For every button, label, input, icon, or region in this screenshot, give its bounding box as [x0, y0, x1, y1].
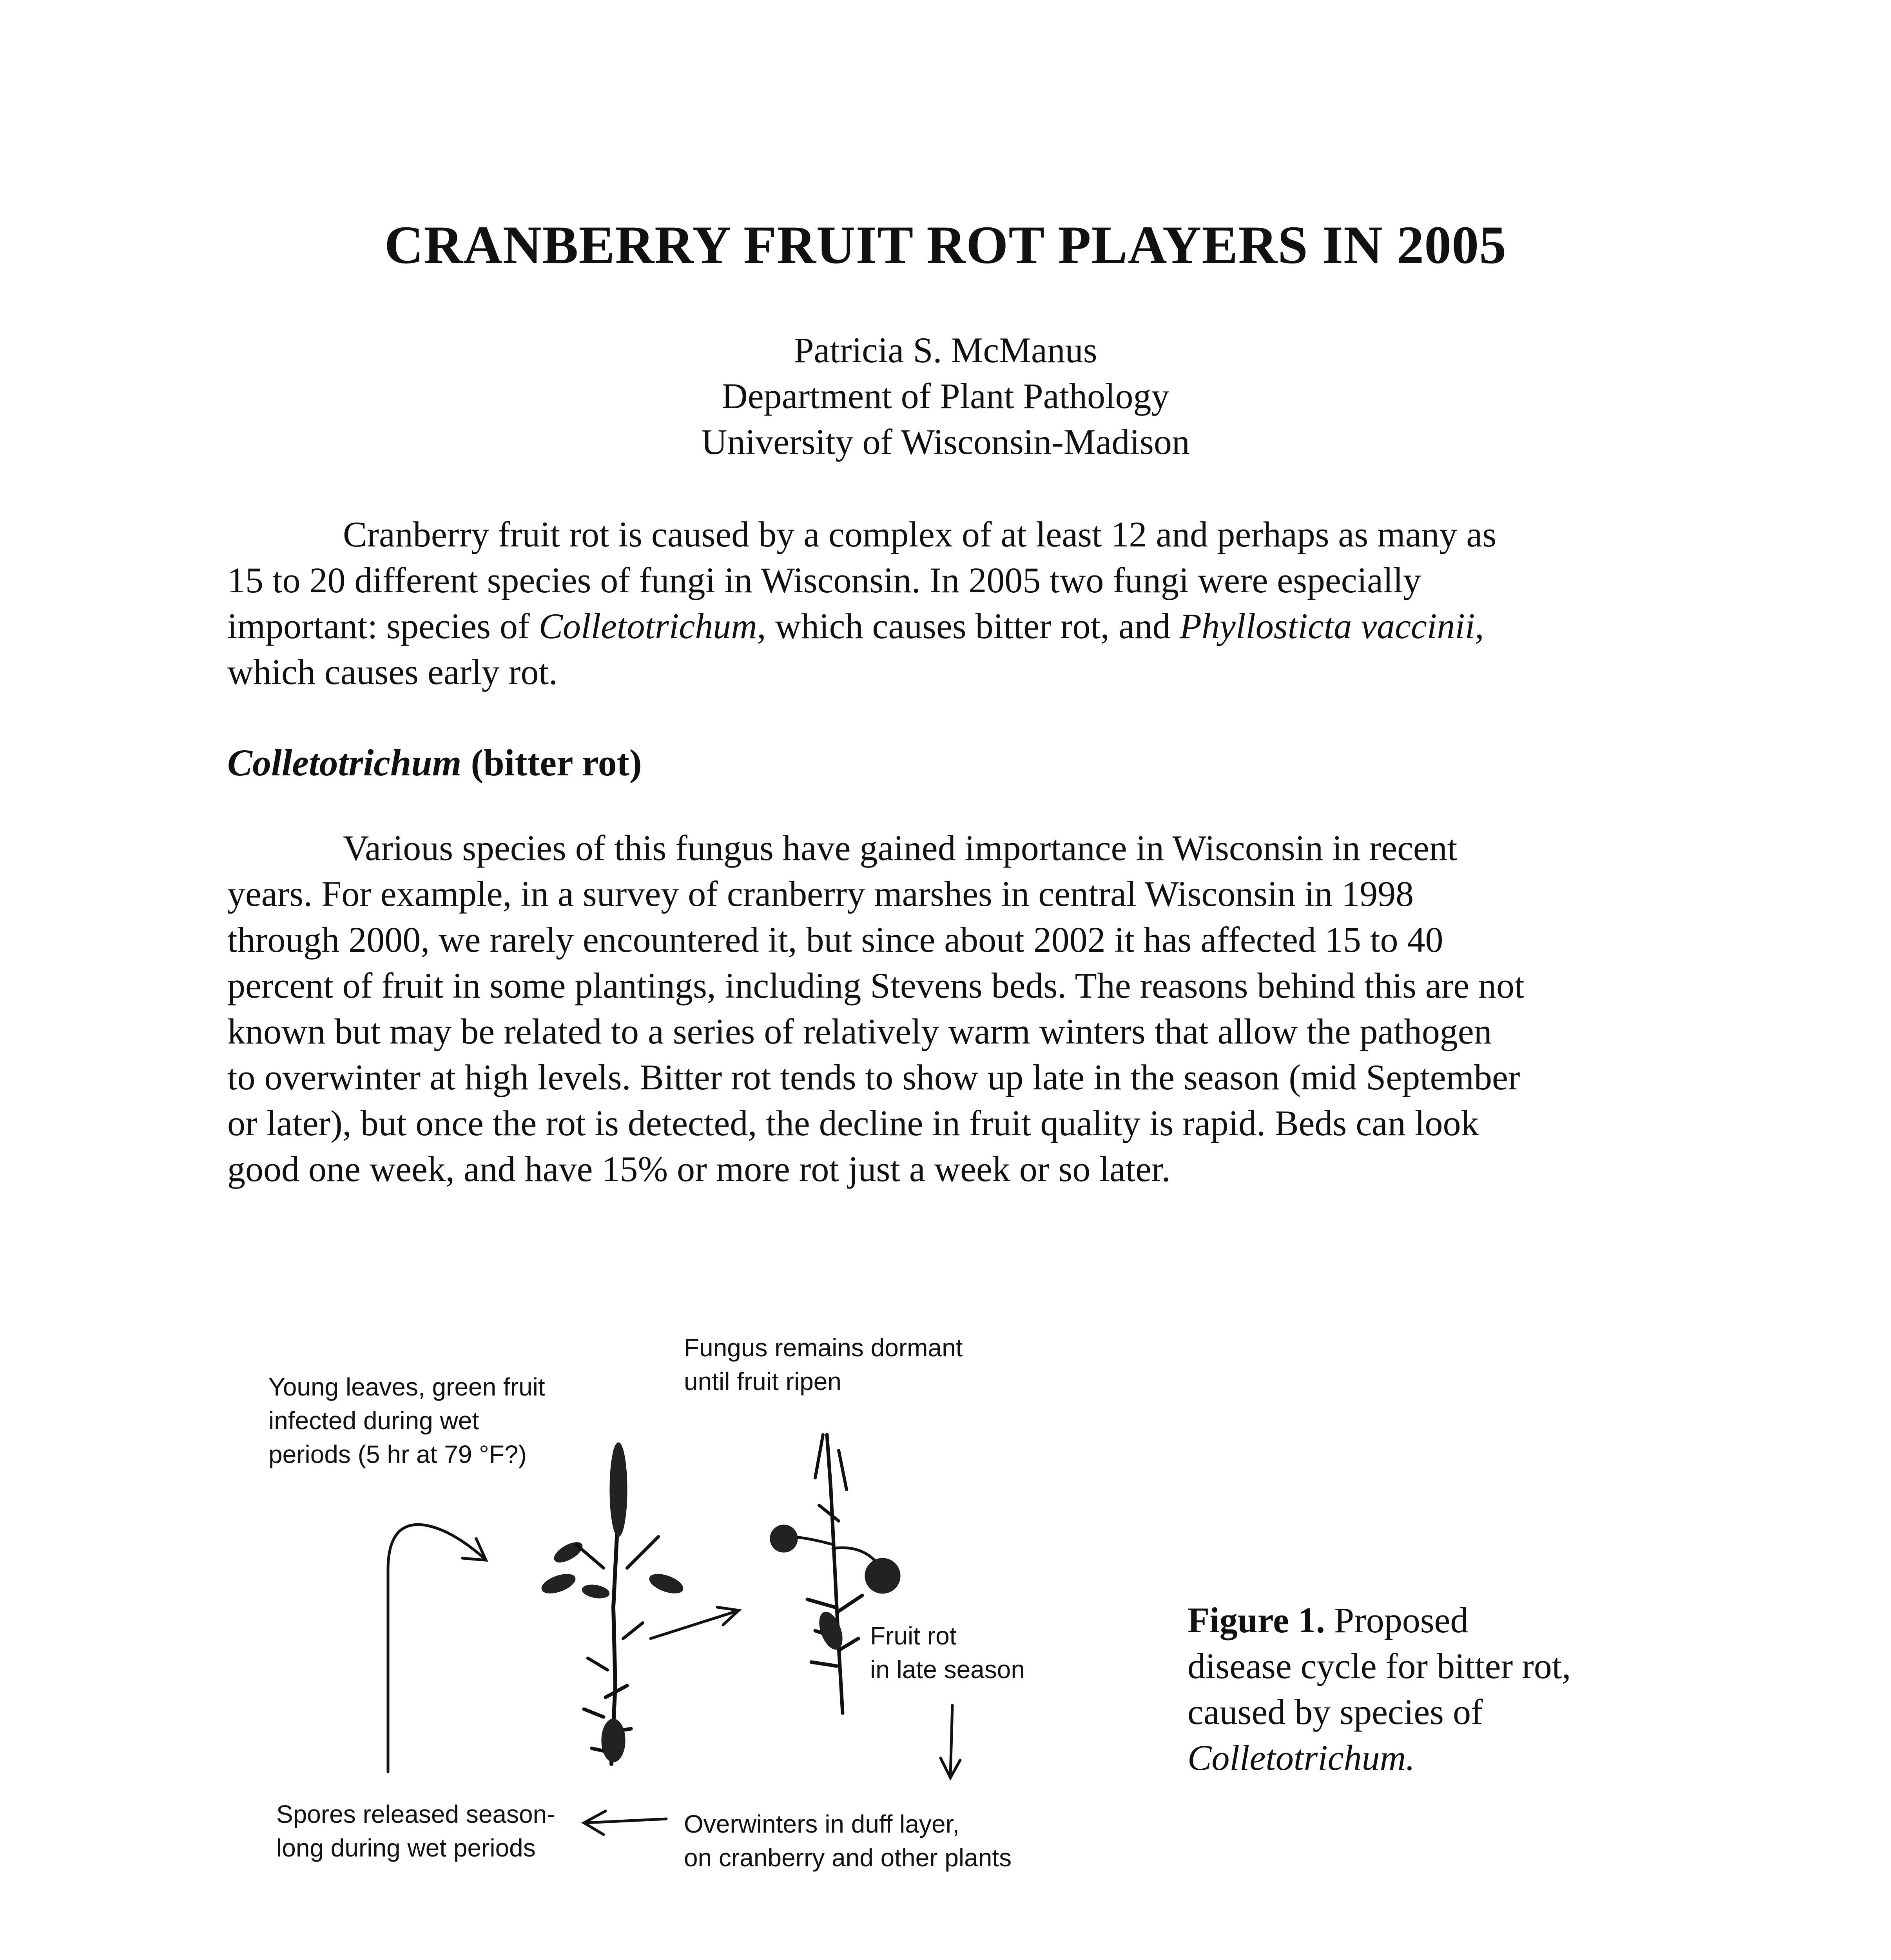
paragraph-line: to overwinter at high levels. Bitter rot tends to show up late in the season (mid September	[227, 1057, 1520, 1097]
cycle-arrow-down	[950, 1705, 952, 1776]
paragraph-line: or later), but once the rot is detected, the decline in fruit quality is rapid. Beds can look	[227, 1103, 1479, 1143]
author-name: Patricia S. McManus	[794, 330, 1097, 370]
cycle-arrow-right	[651, 1611, 737, 1639]
paragraph-line: years. For example, in a survey of cranberry marshes in central Wisconsin in 1998	[227, 874, 1414, 914]
paragraph-line: good one week, and have 15% or more rot just a week or so later.	[227, 1149, 1171, 1189]
ripe-fruit-sprig	[770, 1435, 900, 1713]
paragraph-line: 15 to 20 different species of fungi in Wisconsin. In 2005 two fungi were especially	[227, 560, 1421, 600]
label-dormant: Fungus remains dormant until fruit ripen	[684, 1334, 963, 1396]
paragraph-line: through 2000, we rarely encountered it, but since about 2002 it has affected 15 to 40	[227, 920, 1443, 960]
author-block	[0, 327, 1891, 465]
paragraph-line: Various species of this fungus have gained importance in Wisconsin in recent	[343, 828, 1458, 868]
author-department: Department of Plant Pathology	[722, 376, 1169, 416]
intro-paragraph	[227, 512, 1654, 695]
cycle-loop-arrow	[388, 1524, 484, 1772]
paragraph-line: known but may be related to a series of relatively warm winters that allow the pathogen	[227, 1011, 1492, 1051]
label-spores: Spores released season- long during wet periods	[276, 1800, 555, 1862]
figure-caption: Figure 1. Proposed disease cycle for bitter rot, caused by species of Colletotrichum.	[1188, 1600, 1571, 1778]
label-overwinter: Overwinters in duff layer, on cranberry and other plants	[684, 1810, 1012, 1872]
paragraph-line: which causes early rot.	[227, 652, 558, 692]
paragraph-line: important: species of Colletotrichum, which causes bitter rot, and Phyllosticta vaccinii,	[227, 606, 1484, 646]
section-heading: Colletotrichum (bitter rot)	[227, 742, 642, 784]
paper-title: CRANBERRY FRUIT ROT PLAYERS IN 2005	[384, 215, 1507, 275]
author-university: University of Wisconsin-Madison	[701, 422, 1190, 462]
cycle-loop-arrow-head	[462, 1539, 486, 1560]
cycle-arrow-down-head	[941, 1758, 960, 1778]
paragraph-line: Cranberry fruit rot is caused by a complex of at least 12 and perhaps as many as	[343, 514, 1497, 554]
cycle-arrow-left	[586, 1819, 666, 1823]
paragraph-line: percent of fruit in some plantings, including Stevens beds. The reasons behind this are not	[227, 965, 1525, 1005]
cycle-arrow-right-head	[717, 1607, 739, 1625]
label-fruit-rot: Fruit rot in late season	[870, 1622, 1025, 1684]
label-infection: Young leaves, green fruit infected during wet periods (5 hr at 79 °F?)	[268, 1373, 545, 1468]
cycle-arrow-left-head	[584, 1811, 606, 1835]
young-plant-sprig	[539, 1443, 685, 1764]
bitter-rot-paragraph	[227, 825, 1654, 1192]
